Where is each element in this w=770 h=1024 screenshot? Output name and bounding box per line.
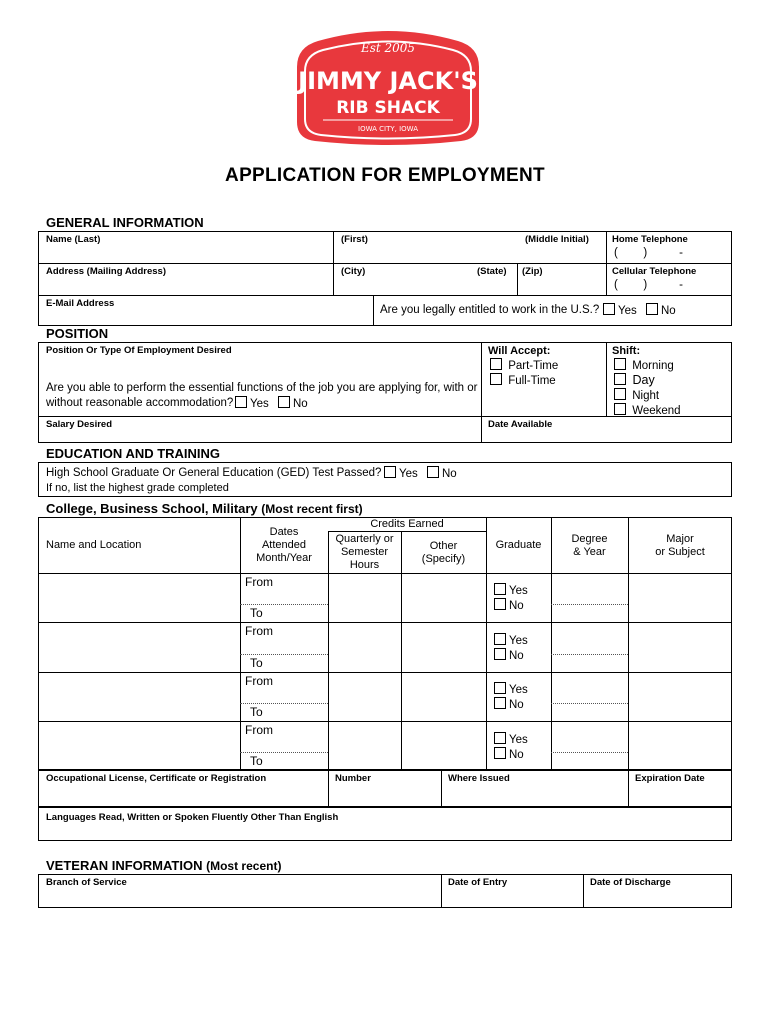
row3-to-label: To: [250, 705, 263, 719]
row3-graduate-yes[interactable]: Yes: [494, 682, 528, 696]
full-time-checkbox[interactable]: [490, 373, 502, 385]
email-label: E-Mail Address: [46, 298, 115, 309]
middle-initial-label: (Middle Initial): [525, 234, 589, 245]
row1-graduate-yes[interactable]: Yes: [494, 583, 528, 597]
day-option[interactable]: Day: [614, 373, 655, 387]
row4-yes-checkbox[interactable]: [494, 732, 506, 744]
date-available-label: Date Available: [488, 419, 553, 430]
row1-no-checkbox[interactable]: [494, 598, 506, 610]
cellular-telephone-format[interactable]: ( ) -: [614, 279, 683, 291]
languages-label: Languages Read, Written or Spoken Fluently Other Than English: [46, 812, 339, 823]
accommodation-yes-checkbox[interactable]: [235, 396, 247, 408]
high-school-question: High School Graduate Or General Education (GED) Test Passed?: [46, 467, 382, 479]
legal-no-option[interactable]: No: [646, 303, 676, 317]
weekend-checkbox[interactable]: [614, 403, 626, 415]
col-major-subject: Major or Subject: [655, 533, 705, 558]
full-time-option[interactable]: Full-Time: [490, 373, 556, 387]
logo-est-text: Est 2005: [360, 41, 416, 55]
row3-graduate-no[interactable]: No: [494, 697, 524, 711]
state-label: (State): [477, 266, 507, 277]
hs-yes-option[interactable]: Yes: [384, 466, 418, 480]
night-option[interactable]: Night: [614, 388, 659, 402]
branch-of-service-label: Branch of Service: [46, 877, 127, 888]
page-title: APPLICATION FOR EMPLOYMENT: [225, 165, 545, 186]
accommodation-no-option[interactable]: No: [278, 396, 308, 410]
col-quarterly-semester: Quarterly or Semester Hours: [335, 533, 394, 571]
general-information-heading: GENERAL INFORMATION: [46, 215, 204, 230]
row4-graduate-no[interactable]: No: [494, 747, 524, 761]
logo-location-text: IOWA CITY, IOWA: [358, 125, 418, 133]
row4-from-label: From: [245, 723, 273, 737]
education-heading: EDUCATION AND TRAINING: [46, 446, 221, 461]
morning-option[interactable]: Morning: [614, 358, 674, 372]
row2-from-label: From: [245, 624, 273, 638]
row2-graduate-yes[interactable]: Yes: [494, 633, 528, 647]
row3-no-checkbox[interactable]: [494, 697, 506, 709]
col-name-location: Name and Location: [46, 539, 142, 551]
shift-label: Shift:: [612, 345, 641, 357]
morning-checkbox[interactable]: [614, 358, 626, 370]
will-accept-label: Will Accept:: [488, 345, 551, 357]
row1-graduate-no[interactable]: No: [494, 598, 524, 612]
legal-yes-checkbox[interactable]: [603, 303, 615, 315]
row1-to-label: To: [250, 606, 263, 620]
row3-from-label: From: [245, 674, 273, 688]
essential-functions-question-line2: without reasonable accommodation?: [46, 397, 234, 409]
row1-from-label: From: [245, 575, 273, 589]
row4-no-checkbox[interactable]: [494, 747, 506, 759]
hs-no-option[interactable]: No: [427, 466, 457, 480]
address-label: Address (Mailing Address): [46, 266, 167, 277]
row3-yes-checkbox[interactable]: [494, 682, 506, 694]
row4-to-label: To: [250, 754, 263, 768]
city-label: (City): [341, 266, 366, 277]
hs-yes-checkbox[interactable]: [384, 466, 396, 478]
row2-to-label: To: [250, 656, 263, 670]
zip-label: (Zip): [522, 266, 543, 277]
date-of-entry-label: Date of Entry: [448, 877, 508, 888]
license-label: Occupational License, Certificate or Registration: [46, 773, 267, 784]
accommodation-yes-option[interactable]: Yes: [235, 396, 269, 410]
highest-grade-label: If no, list the highest grade completed: [46, 482, 229, 494]
row2-no-checkbox[interactable]: [494, 648, 506, 660]
credits-earned-header: Credits Earned: [370, 518, 444, 530]
legal-no-checkbox[interactable]: [646, 303, 658, 315]
row1-yes-checkbox[interactable]: [494, 583, 506, 595]
col-dates-attended: Dates Attended Month/Year: [256, 526, 312, 564]
day-checkbox[interactable]: [614, 373, 626, 385]
veteran-heading: VETERAN INFORMATION (Most recent): [46, 858, 282, 873]
essential-functions-question-line1: Are you able to perform the essential functions of the job you are applying for, with or: [46, 382, 478, 394]
salary-desired-label: Salary Desired: [46, 419, 113, 430]
cellular-telephone-label: Cellular Telephone: [612, 266, 697, 277]
first-name-label: (First): [341, 234, 368, 245]
night-checkbox[interactable]: [614, 388, 626, 400]
license-number-label: Number: [335, 773, 371, 784]
name-last-label: Name (Last): [46, 234, 101, 245]
company-logo: [283, 27, 493, 147]
home-telephone-label: Home Telephone: [612, 234, 688, 245]
legal-work-question: Are you legally entitled to work in the U.S.?: [380, 304, 600, 316]
position-heading: POSITION: [46, 326, 109, 341]
college-heading: College, Business School, Military (Most recent first): [46, 501, 363, 516]
part-time-option[interactable]: Part-Time: [490, 358, 558, 372]
col-degree-year: Degree & Year: [571, 533, 608, 558]
position-desired-label: Position Or Type Of Employment Desired: [46, 345, 232, 356]
accommodation-no-checkbox[interactable]: [278, 396, 290, 408]
home-telephone-format[interactable]: ( ) -: [614, 247, 683, 259]
row2-graduate-no[interactable]: No: [494, 648, 524, 662]
date-of-discharge-label: Date of Discharge: [590, 877, 671, 888]
part-time-checkbox[interactable]: [490, 358, 502, 370]
col-graduate: Graduate: [495, 539, 542, 551]
col-other: Other (Specify): [421, 540, 466, 565]
logo-subname-text: RIB SHACK: [336, 98, 440, 118]
hs-no-checkbox[interactable]: [427, 466, 439, 478]
logo-name-text: JIMMY JACK'S: [298, 67, 478, 95]
row4-graduate-yes[interactable]: Yes: [494, 732, 528, 746]
row2-yes-checkbox[interactable]: [494, 633, 506, 645]
expiration-date-label: Expiration Date: [635, 773, 705, 784]
where-issued-label: Where Issued: [448, 773, 510, 784]
weekend-option[interactable]: Weekend: [614, 403, 681, 417]
legal-yes-option[interactable]: Yes: [603, 303, 637, 317]
